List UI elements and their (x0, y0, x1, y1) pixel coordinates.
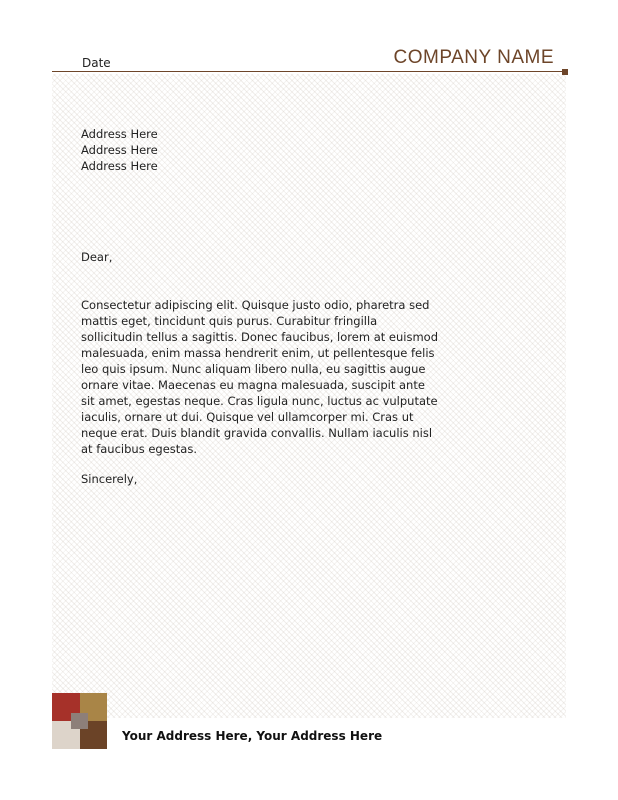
company-logo-icon (52, 693, 107, 749)
closing: Sincerely, (81, 472, 138, 486)
address-line: Address Here (81, 143, 158, 157)
header-square-accent (562, 69, 568, 75)
letter-body: Consectetur adipiscing elit. Quisque justo odio, pharetra sed mattis eget, tincidunt quis purus. Curabitur fringilla sollicitudin tellus a sagittis. Donec faucibus, lorem at euismod malesuada, enim massa hendrerit enim, ut pellentesque felis leo quis ipsum. Nunc aliquam libero nulla, eu sagittis augue ornare vitae. Maecenas eu magna malesuada, suscipit ante sit amet, egestas neque. Cras ligula nunc, luctus ac vulputate iaculis, ornare ut dui. Quisque vel ullamcorper mi. Cras ut neque erat. Duis blandit gravida convallis. Nullam iaculis nisl at faucibus egestas. (81, 298, 438, 456)
company-name: COMPANY NAME (393, 47, 554, 68)
address-line: Address Here (81, 127, 158, 141)
salutation: Dear, (81, 250, 113, 264)
address-line: Address Here (81, 159, 158, 173)
recipient-address (81, 126, 158, 174)
footer-address: Your Address Here, Your Address Here (122, 729, 383, 743)
header-divider (52, 71, 566, 72)
date-label: Date (82, 56, 111, 70)
logo-center-square (71, 713, 88, 729)
